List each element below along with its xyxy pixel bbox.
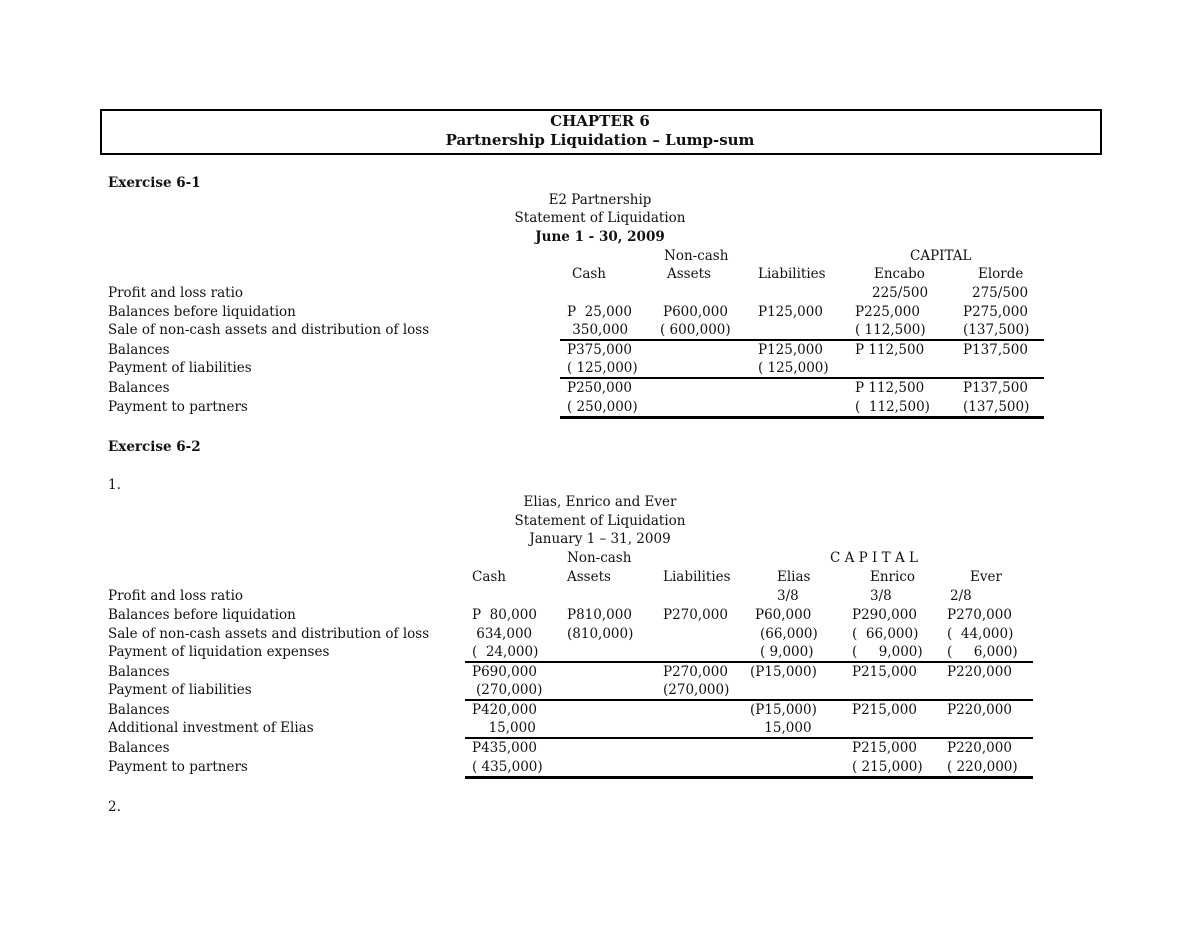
cell-enrico: P215,000 — [852, 740, 917, 756]
cell-elias: (66,000) — [760, 626, 818, 642]
cell-encabo: P225,000 — [855, 304, 920, 320]
cell-enrico: 3/8 — [870, 588, 892, 604]
cell-cash: P690,000 — [472, 664, 537, 680]
row-label: Sale of non-cash assets and distribution of loss — [108, 626, 430, 642]
ex2-entity-name: Elias, Enrico and Ever — [523, 494, 677, 510]
cell-liabilities: P125,000 — [758, 304, 823, 320]
ex1-period: June 1 - 30, 2009 — [535, 229, 665, 245]
ex1-subtotal-rule-2 — [560, 377, 1044, 379]
ex2-col-partner-enrico: Enrico — [870, 569, 916, 585]
ex2-capital-header: C A P I T A L — [830, 550, 918, 566]
cell-noncash: P600,000 — [663, 304, 728, 320]
cell-cash: P250,000 — [567, 380, 632, 396]
ex2-item-1: 1. — [108, 477, 121, 493]
ex2-subtotal-rule-2 — [465, 699, 1033, 701]
ex1-entity-name: E2 Partnership — [548, 192, 652, 208]
row-label: Balances — [108, 740, 170, 756]
cell-elias: 15,000 — [760, 720, 812, 736]
cell-enrico: ( 66,000) — [852, 626, 919, 642]
cell-liabilities: (270,000) — [663, 682, 730, 698]
cell-noncash: ( 600,000) — [660, 322, 731, 338]
row-label: Sale of non-cash assets and distribution of loss — [108, 322, 430, 338]
cell-cash: P435,000 — [472, 740, 537, 756]
cell-elias: 3/8 — [777, 588, 799, 604]
row-label: Balances — [108, 342, 170, 358]
ex1-final-rule — [560, 416, 1044, 419]
ex2-final-rule — [465, 776, 1033, 779]
row-label: Balances — [108, 380, 170, 396]
cell-cash: 15,000 — [480, 720, 536, 736]
row-label: Profit and loss ratio — [108, 285, 244, 301]
cell-ever: P270,000 — [947, 607, 1012, 623]
cell-encabo: P 112,500 — [855, 342, 925, 358]
row-label: Profit and loss ratio — [108, 588, 244, 604]
cell-noncash: (810,000) — [567, 626, 634, 642]
ex1-col-partner-elorde: Elorde — [978, 266, 1024, 282]
cell-noncash: P810,000 — [567, 607, 632, 623]
cell-encabo: 225/500 — [872, 285, 929, 301]
cell-cash: 350,000 — [568, 322, 629, 338]
ex2-statement-title: Statement of Liquidation — [514, 513, 686, 529]
cell-elorde: P275,000 — [963, 304, 1028, 320]
row-label: Payment of liabilities — [108, 360, 252, 376]
row-label: Balances — [108, 702, 170, 718]
cell-elias: (P15,000) — [750, 664, 817, 680]
ex2-col-partner-elias: Elias — [777, 569, 811, 585]
cell-ever: P220,000 — [947, 664, 1012, 680]
cell-cash: ( 125,000) — [567, 360, 638, 376]
row-label: Payment of liquidation expenses — [108, 644, 330, 660]
ex1-col-liabilities: Liabilities — [758, 266, 826, 282]
cell-elias: (P15,000) — [750, 702, 817, 718]
cell-liabilities: P270,000 — [663, 607, 728, 623]
cell-elorde: P137,500 — [963, 342, 1028, 358]
ex1-col-cash: Cash — [572, 266, 607, 282]
cell-encabo: P 112,500 — [855, 380, 925, 396]
row-label: Balances before liquidation — [108, 607, 296, 623]
ex2-col-noncash-line1: Non-cash — [567, 550, 632, 566]
cell-enrico: ( 9,000) — [852, 644, 923, 660]
cell-ever: ( 220,000) — [947, 759, 1018, 775]
cell-elias: ( 9,000) — [760, 644, 814, 660]
row-label: Balances before liquidation — [108, 304, 296, 320]
cell-ever: ( 44,000) — [947, 626, 1014, 642]
cell-liabilities: ( 125,000) — [758, 360, 829, 376]
ex1-subtotal-rule-1 — [560, 339, 1044, 341]
cell-cash: P 80,000 — [472, 607, 537, 623]
cell-cash: (270,000) — [476, 682, 543, 698]
cell-ever: 2/8 — [950, 588, 972, 604]
cell-ever: P220,000 — [947, 740, 1012, 756]
cell-encabo: ( 112,500) — [855, 322, 926, 338]
ex2-subtotal-rule-3 — [465, 737, 1033, 739]
cell-ever: ( 6,000) — [947, 644, 1018, 660]
cell-elorde: P137,500 — [963, 380, 1028, 396]
cell-liabilities: P270,000 — [663, 664, 728, 680]
exercise-6-2-heading: Exercise 6-2 — [108, 439, 201, 455]
ex2-col-cash: Cash — [472, 569, 507, 585]
cell-cash: ( 24,000) — [472, 644, 539, 660]
ex2-col-noncash-line2: Assets — [567, 569, 611, 585]
cell-elorde: 275/500 — [972, 285, 1029, 301]
ex1-capital-header: CAPITAL — [910, 248, 972, 264]
ex1-col-noncash-line2: Assets — [667, 266, 711, 282]
cell-cash: P420,000 — [472, 702, 537, 718]
ex1-col-partner-encabo: Encabo — [874, 266, 925, 282]
row-label: Additional investment of Elias — [108, 720, 314, 736]
cell-enrico: P290,000 — [852, 607, 917, 623]
cell-elorde: (137,500) — [963, 399, 1030, 415]
ex1-col-noncash-line1: Non-cash — [664, 248, 729, 264]
cell-liabilities: P125,000 — [758, 342, 823, 358]
cell-enrico: P215,000 — [852, 702, 917, 718]
cell-cash: ( 250,000) — [567, 399, 638, 415]
ex2-col-liabilities: Liabilities — [663, 569, 731, 585]
chapter-number: CHAPTER 6 — [550, 112, 650, 130]
cell-enrico: P215,000 — [852, 664, 917, 680]
row-label: Payment of liabilities — [108, 682, 252, 698]
ex2-item-2: 2. — [108, 799, 121, 815]
cell-cash: 634,000 — [472, 626, 533, 642]
cell-elias: P60,000 — [755, 607, 812, 623]
cell-encabo: ( 112,500) — [855, 399, 930, 415]
cell-cash: P 25,000 — [567, 304, 632, 320]
cell-cash: P375,000 — [567, 342, 632, 358]
ex2-period: January 1 – 31, 2009 — [529, 531, 671, 547]
exercise-6-1-heading: Exercise 6-1 — [108, 175, 201, 191]
row-label: Payment to partners — [108, 759, 248, 775]
row-label: Payment to partners — [108, 399, 248, 415]
chapter-title: Partnership Liquidation – Lump-sum — [445, 131, 755, 149]
ex2-col-partner-ever: Ever — [970, 569, 1002, 585]
cell-cash: ( 435,000) — [472, 759, 543, 775]
cell-ever: P220,000 — [947, 702, 1012, 718]
row-label: Balances — [108, 664, 170, 680]
ex1-statement-title: Statement of Liquidation — [514, 210, 686, 226]
cell-elorde: (137,500) — [963, 322, 1030, 338]
cell-enrico: ( 215,000) — [852, 759, 923, 775]
ex2-subtotal-rule-1 — [465, 661, 1033, 663]
